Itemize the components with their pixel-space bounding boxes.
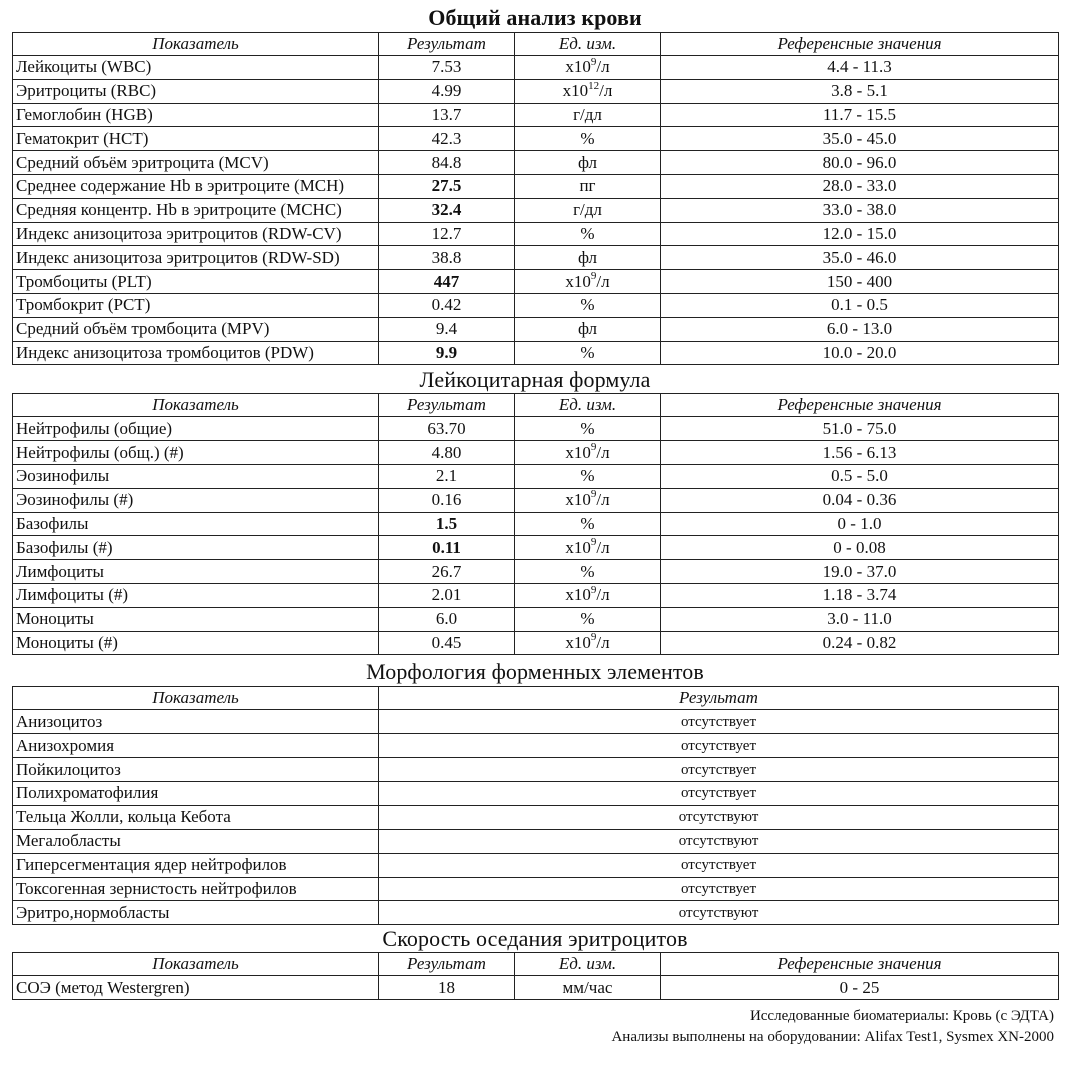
unit-exponent: 9 — [590, 55, 597, 68]
section-title-esr — [12, 925, 1058, 952]
unit-base: пг — [579, 176, 596, 196]
table-row — [13, 829, 1059, 853]
cbc-table — [12, 32, 1059, 365]
unit-tail: /л — [596, 271, 610, 291]
parameter-name: СОЭ (метод Westergren) — [13, 976, 379, 1000]
column-header: Результат — [379, 687, 1059, 710]
result-value: отсутствуют — [379, 805, 1059, 829]
result-value: 4.80 — [379, 441, 515, 465]
unit-value — [515, 417, 661, 441]
column-header: Результат — [379, 33, 515, 56]
unit-value — [515, 293, 661, 317]
header-row — [13, 687, 1059, 710]
reference-range: 12.0 - 15.0 — [661, 222, 1059, 246]
unit-base: % — [580, 466, 595, 486]
result-value: 9.4 — [379, 317, 515, 341]
unit-value — [515, 151, 661, 175]
unit-value — [515, 976, 661, 1000]
column-header: Показатель — [13, 33, 379, 56]
result-value: 27.5 — [379, 174, 515, 198]
result-value: 18 — [379, 976, 515, 1000]
unit-base: г/дл — [573, 104, 602, 124]
unit-base: фл — [577, 319, 598, 339]
reference-range: 10.0 - 20.0 — [661, 341, 1059, 365]
unit-value — [515, 222, 661, 246]
unit-base: % — [580, 609, 595, 629]
parameter-name: Лимфоциты — [13, 560, 379, 584]
unit-tail: /л — [599, 81, 613, 101]
reference-range: 0 - 25 — [661, 976, 1059, 1000]
leuko-table — [12, 393, 1059, 655]
unit-value — [515, 246, 661, 270]
table-row — [13, 174, 1059, 198]
unit-value — [515, 464, 661, 488]
parameter-name: Токсогенная зернистость нейтрофилов — [13, 877, 379, 901]
unit-value — [515, 341, 661, 365]
unit-value — [515, 127, 661, 151]
column-header: Ед. изм. — [515, 394, 661, 417]
unit-value — [515, 198, 661, 222]
result-value: 6.0 — [379, 607, 515, 631]
parameter-name: Лимфоциты (#) — [13, 583, 379, 607]
parameter-name: Эозинофилы — [13, 464, 379, 488]
parameter-name: Индекс анизоцитоза тромбоцитов (PDW) — [13, 341, 379, 365]
unit-value — [515, 512, 661, 536]
parameter-name: Средний объём тромбоцита (MPV) — [13, 317, 379, 341]
result-value: 0.16 — [379, 488, 515, 512]
unit-exponent: 9 — [590, 631, 597, 644]
unit-tail: /л — [596, 490, 610, 510]
table-row — [13, 710, 1059, 734]
header-row — [13, 33, 1059, 56]
unit-value — [515, 536, 661, 560]
parameter-name: Тромбокрит (PCT) — [13, 293, 379, 317]
unit-value — [515, 174, 661, 198]
unit-value — [515, 441, 661, 465]
table-row — [13, 417, 1059, 441]
result-value: отсутствуют — [379, 901, 1059, 925]
parameter-name: Анизохромия — [13, 734, 379, 758]
column-header: Ед. изм. — [515, 33, 661, 56]
unit-base: x10 — [565, 537, 591, 557]
reference-range: 150 - 400 — [661, 270, 1059, 294]
unit-exponent: 9 — [590, 583, 597, 596]
morph-table — [12, 686, 1059, 925]
table-row — [13, 79, 1059, 103]
table-row — [13, 151, 1059, 175]
unit-value — [515, 270, 661, 294]
unit-base: % — [580, 513, 595, 533]
table-row — [13, 853, 1059, 877]
reference-range: 19.0 - 37.0 — [661, 560, 1059, 584]
result-value: 84.8 — [379, 151, 515, 175]
parameter-name: Индекс анизоцитоза эритроцитов (RDW-SD) — [13, 246, 379, 270]
reference-range: 1.18 - 3.74 — [661, 583, 1059, 607]
unit-value — [515, 583, 661, 607]
unit-base: г/дл — [573, 200, 602, 220]
column-header: Референсные значения — [661, 33, 1059, 56]
result-value: 0.42 — [379, 293, 515, 317]
parameter-name: Тромбоциты (PLT) — [13, 270, 379, 294]
parameter-name: Моноциты (#) — [13, 631, 379, 655]
table-row — [13, 734, 1059, 758]
reference-range: 3.0 - 11.0 — [661, 607, 1059, 631]
column-header: Показатель — [13, 687, 379, 710]
report-footer — [12, 1000, 1058, 1048]
table-row — [13, 103, 1059, 127]
table-row — [13, 293, 1059, 317]
table-row — [13, 222, 1059, 246]
unit-base: % — [580, 223, 595, 243]
parameter-name: Гиперсегментация ядер нейтрофилов — [13, 853, 379, 877]
parameter-name: Базофилы (#) — [13, 536, 379, 560]
reference-range: 80.0 - 96.0 — [661, 151, 1059, 175]
cbc-title: Общий анализ крови — [428, 5, 642, 30]
table-row — [13, 877, 1059, 901]
unit-base: % — [580, 561, 595, 581]
column-header: Ед. изм. — [515, 953, 661, 976]
result-value: отсутствуют — [379, 829, 1059, 853]
result-value: отсутствует — [379, 734, 1059, 758]
reference-range: 35.0 - 46.0 — [661, 246, 1059, 270]
reference-range: 0 - 1.0 — [661, 512, 1059, 536]
reference-range: 35.0 - 45.0 — [661, 127, 1059, 151]
table-row — [13, 607, 1059, 631]
unit-base: фл — [577, 247, 598, 267]
table-row — [13, 198, 1059, 222]
unit-value — [515, 560, 661, 584]
result-value: 63.70 — [379, 417, 515, 441]
column-header: Показатель — [13, 953, 379, 976]
result-value: отсутствует — [379, 782, 1059, 806]
reference-range: 6.0 - 13.0 — [661, 317, 1059, 341]
unit-value — [515, 607, 661, 631]
table-row — [13, 560, 1059, 584]
table-row — [13, 901, 1059, 925]
unit-base: % — [580, 418, 595, 438]
unit-value — [515, 317, 661, 341]
result-value: 447 — [379, 270, 515, 294]
unit-tail: /л — [596, 537, 610, 557]
parameter-name: Полихроматофилия — [13, 782, 379, 806]
table-header — [13, 394, 1059, 417]
unit-base: x10 — [562, 81, 589, 101]
table-row — [13, 127, 1059, 151]
table-row — [13, 464, 1059, 488]
unit-base: % — [580, 295, 595, 315]
unit-value — [515, 488, 661, 512]
table-row — [13, 976, 1059, 1000]
result-value: отсутствует — [379, 710, 1059, 734]
result-value: отсутствует — [379, 758, 1059, 782]
leuko-title: Лейкоцитарная формула — [419, 367, 651, 393]
esr-table — [12, 952, 1059, 1000]
column-header: Показатель — [13, 394, 379, 417]
unit-exponent: 9 — [590, 440, 597, 453]
result-value: 13.7 — [379, 103, 515, 127]
result-value: 38.8 — [379, 246, 515, 270]
parameter-name: Нейтрофилы (общие) — [13, 417, 379, 441]
table-row — [13, 441, 1059, 465]
column-header: Референсные значения — [661, 953, 1059, 976]
unit-tail: /л — [596, 442, 610, 462]
unit-tail: /л — [596, 57, 610, 77]
table-row — [13, 805, 1059, 829]
parameter-name: Среднее содержание Hb в эритроците (MCH) — [13, 174, 379, 198]
reference-range: 0.5 - 5.0 — [661, 464, 1059, 488]
column-header: Референсные значения — [661, 394, 1059, 417]
result-value: 12.7 — [379, 222, 515, 246]
table-row — [13, 341, 1059, 365]
parameter-name: Средняя концентр. Hb в эритроците (MCHC) — [13, 198, 379, 222]
result-value: 2.01 — [379, 583, 515, 607]
table-row — [13, 488, 1059, 512]
unit-base: % — [580, 128, 595, 148]
unit-base: мм/час — [562, 977, 613, 997]
result-value: 7.53 — [379, 56, 515, 80]
result-value: отсутствует — [379, 853, 1059, 877]
unit-value — [515, 56, 661, 80]
column-header: Результат — [379, 953, 515, 976]
table-header — [13, 687, 1059, 710]
parameter-name: Базофилы — [13, 512, 379, 536]
result-value: 32.4 — [379, 198, 515, 222]
result-value: 9.9 — [379, 341, 515, 365]
reference-range: 0.1 - 0.5 — [661, 293, 1059, 317]
parameter-name: Лейкоциты (WBC) — [13, 56, 379, 80]
table-row — [13, 512, 1059, 536]
table-row — [13, 56, 1059, 80]
unit-exponent: 12 — [588, 79, 600, 92]
reference-range: 28.0 - 33.0 — [661, 174, 1059, 198]
unit-exponent: 9 — [590, 536, 597, 549]
unit-exponent: 9 — [590, 269, 597, 282]
reference-range: 51.0 - 75.0 — [661, 417, 1059, 441]
reference-range: 3.8 - 5.1 — [661, 79, 1059, 103]
table-header — [13, 953, 1059, 976]
table-row — [13, 631, 1059, 655]
section-title-morph — [12, 655, 1058, 686]
result-value: 42.3 — [379, 127, 515, 151]
table-row — [13, 536, 1059, 560]
column-header: Результат — [379, 394, 515, 417]
parameter-name: Гематокрит (HCT) — [13, 127, 379, 151]
parameter-name: Эритроциты (RBC) — [13, 79, 379, 103]
unit-tail: /л — [596, 585, 610, 605]
parameter-name: Средний объём эритроцита (MCV) — [13, 151, 379, 175]
unit-base: % — [580, 342, 595, 362]
unit-value — [515, 631, 661, 655]
table-body — [13, 56, 1059, 365]
parameter-name: Эритро,нормобласты — [13, 901, 379, 925]
unit-base: x10 — [565, 632, 591, 652]
result-value: 2.1 — [379, 464, 515, 488]
reference-range: 1.56 - 6.13 — [661, 441, 1059, 465]
parameter-name: Индекс анизоцитоза эритроцитов (RDW-CV) — [13, 222, 379, 246]
table-row — [13, 317, 1059, 341]
reference-range: 11.7 - 15.5 — [661, 103, 1059, 127]
parameter-name: Гемоглобин (HGB) — [13, 103, 379, 127]
equipment-note: Анализы выполнены на оборудовании: Alifax Test1, Sysmex XN-2000 — [611, 1029, 1054, 1046]
unit-value — [515, 103, 661, 127]
reference-range: 4.4 - 11.3 — [661, 56, 1059, 80]
table-row — [13, 758, 1059, 782]
unit-exponent: 9 — [590, 488, 597, 501]
unit-base: фл — [577, 152, 598, 172]
reference-range: 0.24 - 0.82 — [661, 631, 1059, 655]
parameter-name: Моноциты — [13, 607, 379, 631]
unit-tail: /л — [596, 632, 610, 652]
morph-title: Морфология форменных элементов — [366, 659, 704, 685]
parameter-name: Тельца Жолли, кольца Кебота — [13, 805, 379, 829]
table-header — [13, 33, 1059, 56]
unit-base: x10 — [565, 57, 591, 77]
table-body — [13, 417, 1059, 655]
result-value: 1.5 — [379, 512, 515, 536]
parameter-name: Анизоцитоз — [13, 710, 379, 734]
header-row — [13, 953, 1059, 976]
unit-value — [515, 79, 661, 103]
biomaterial-note: Исследованные биоматериалы: Кровь (с ЭДТА) — [749, 1008, 1054, 1025]
parameter-name: Пойкилоцитоз — [13, 758, 379, 782]
section-title-cbc — [12, 0, 1058, 32]
table-body — [13, 976, 1059, 1000]
table-body — [13, 710, 1059, 925]
table-row — [13, 782, 1059, 806]
lab-report — [12, 0, 1058, 1048]
table-row — [13, 583, 1059, 607]
header-row — [13, 394, 1059, 417]
result-value: 4.99 — [379, 79, 515, 103]
table-row — [13, 270, 1059, 294]
unit-base: x10 — [565, 442, 591, 462]
reference-range: 0.04 - 0.36 — [661, 488, 1059, 512]
result-value: отсутствует — [379, 877, 1059, 901]
parameter-name: Эозинофилы (#) — [13, 488, 379, 512]
parameter-name: Нейтрофилы (общ.) (#) — [13, 441, 379, 465]
unit-base: x10 — [565, 585, 591, 605]
unit-base: x10 — [565, 271, 591, 291]
unit-base: x10 — [565, 490, 591, 510]
table-row — [13, 246, 1059, 270]
result-value: 26.7 — [379, 560, 515, 584]
parameter-name: Мегалобласты — [13, 829, 379, 853]
reference-range: 33.0 - 38.0 — [661, 198, 1059, 222]
section-title-leuko — [12, 365, 1058, 393]
result-value: 0.45 — [379, 631, 515, 655]
result-value: 0.11 — [379, 536, 515, 560]
reference-range: 0 - 0.08 — [661, 536, 1059, 560]
esr-title: Скорость оседания эритроцитов — [382, 926, 688, 952]
